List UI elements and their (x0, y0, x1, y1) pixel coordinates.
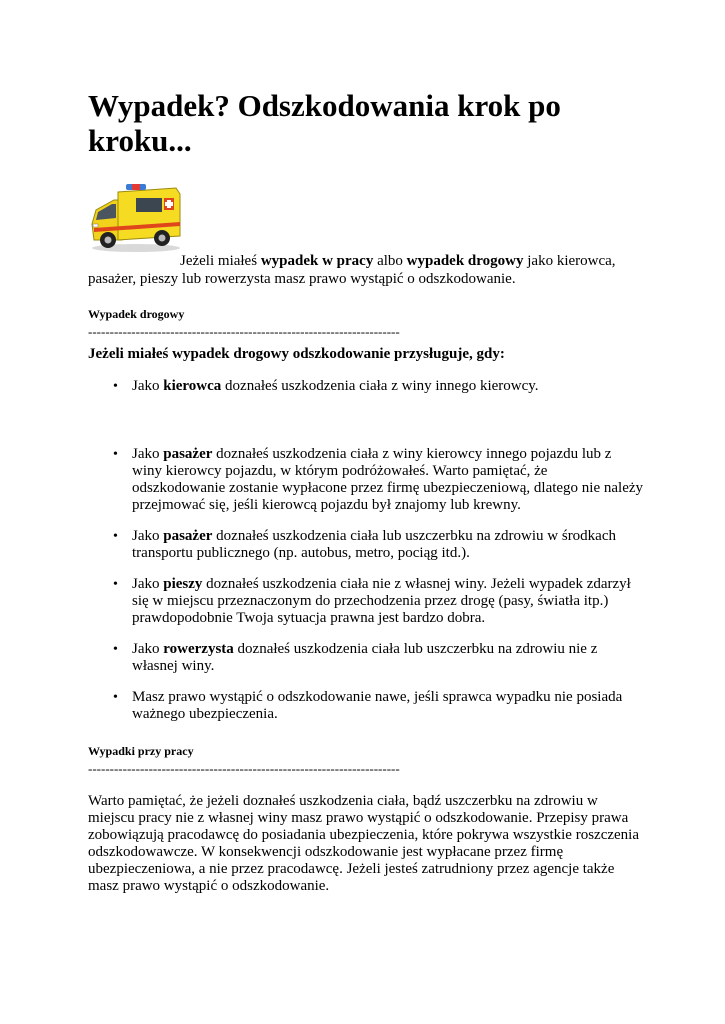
bullet-icon: • (113, 447, 118, 462)
intro-bold-road: wypadek drogowy (406, 253, 524, 269)
bullet-text: Jako (132, 446, 164, 462)
road-condition-heading: Jeżeli miałeś wypadek drogowy odszkodowanie przysługuje, gdy: (88, 346, 505, 362)
bullet-text: Masz prawo wystąpić o odszkodowanie nawe, jeśli sprawca wypadku nie posiada ważnego ubezpieczenia. (132, 689, 623, 722)
work-paragraph: Warto pamiętać, że jeżeli doznałeś uszkodzenia ciała, bądź uszczerbku na zdrowiu w miejscu pracy nie z własnej winy masz prawo wystąpić o odszkodowanie. Przepisy prawa zobowiązują pracodawcę do posiadania ubezpieczenia, które pokrywa wszystkie roszczenia odszkodowawcze. W konsekwencji odszkodowanie jest wypłacane przez firmę ubezpieczeniowa, a nie przez pracodawcę. Jeżeli jesteś zatrudniony przez agencje także masz prawo wystąpić o odszkodowanie. (88, 793, 640, 894)
intro-paragraph (88, 252, 648, 288)
bullet-text: Jako (132, 641, 164, 657)
bullet-bold: pasażer (163, 446, 213, 462)
section-heading-work: Wypadki przy pracy (88, 744, 194, 758)
bullet-icon: • (113, 642, 118, 657)
bullet-text: doznałeś uszkodzenia ciała lub uszczerbku na zdrowiu nie z własnej winy. (132, 641, 598, 674)
bullet-icon: • (113, 529, 118, 544)
section-heading-road: Wypadek drogowy (88, 307, 185, 321)
intro-bold-work: wypadek w pracy (260, 253, 374, 269)
bullet-text: Jako (132, 378, 164, 394)
bullet-text: doznałeś uszkodzenia ciała lub uszczerbku na zdrowiu w środkach transportu publicznego (np. autobus, metro, pociąg itd.). (132, 528, 616, 561)
intro-text: jako kierowca, pasażer, pieszy lub rowerzysta masz prawo wystąpić o odszkodowanie. (88, 253, 616, 287)
bullet-bold: pasażer (163, 528, 213, 544)
intro-text: Jeżeli miałeś (180, 253, 261, 269)
bullet-text: doznałeś uszkodzenia ciała z winy innego kierowcy. (221, 378, 539, 394)
section-divider: ------------------------------------------------------------------------ (88, 324, 400, 339)
bullet-icon: • (113, 379, 118, 394)
bullet-text: doznałeś uszkodzenia ciała z winy kierowcy innego pojazdu lub z winy kierowcy pojazdu, w którym podróżowałeś. Warto pamiętać, że odszkodowanie zostanie wypłacone przez firmę ubezpieczeniową, dlatego nie należy przejmować się, jeśli kierowcą pojazdu był znajomy lub krewny. (132, 446, 644, 513)
page-title: Wypadek? Odszkodowania krok po kroku... (88, 88, 561, 158)
bullet-bold: rowerzysta (163, 641, 234, 657)
ambulance-illustration (88, 180, 184, 254)
bullet-bold: pieszy (163, 576, 203, 592)
bullet-text: Jako (132, 528, 164, 544)
bullet-text: Jako (132, 576, 164, 592)
bullet-icon: • (113, 577, 118, 592)
bullet-text: doznałeś uszkodzenia ciała nie z własnej winy. Jeżeli wypadek zdarzył się w miejscu przeznaczonym do przechodzenia przez drogę (pasy, światła itp.) prawdopodobnie Twoja sytuacja prawna jest bardzo dobra. (132, 576, 631, 626)
bullet-icon: • (113, 690, 118, 705)
section-divider: ------------------------------------------------------------------------ (88, 761, 400, 776)
bullet-bold: kierowca (163, 378, 222, 394)
intro-text: albo (373, 253, 407, 269)
